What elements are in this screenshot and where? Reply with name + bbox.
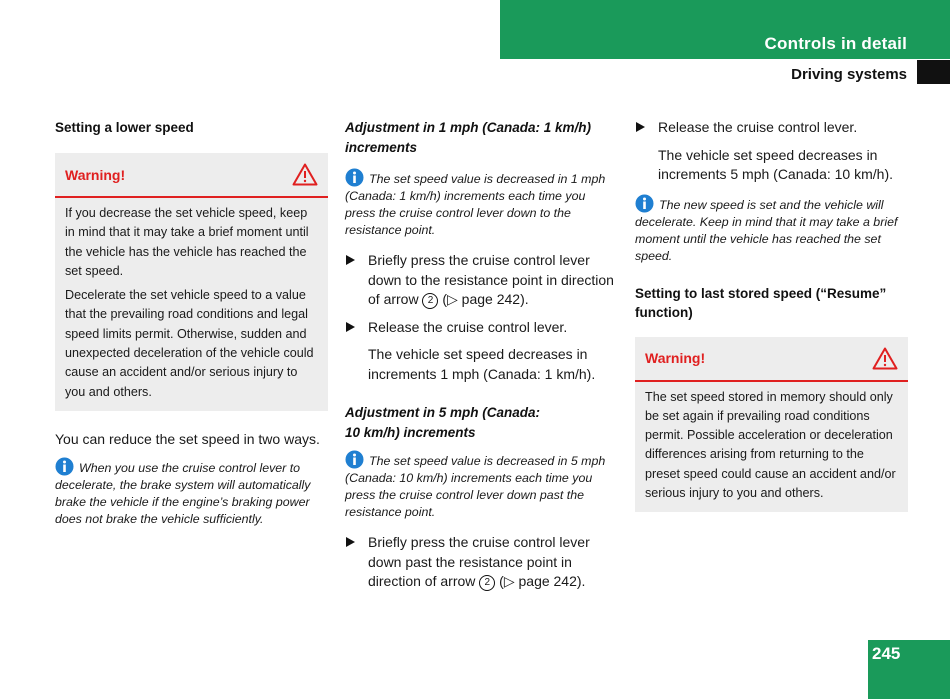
- page-subsection-title: Driving systems: [791, 66, 907, 83]
- step-text: Release the cruise control lever.: [658, 119, 858, 135]
- thumb-tab-marker: [917, 60, 950, 84]
- info-note: [345, 450, 617, 521]
- page-section-title: Controls in detail: [764, 34, 907, 53]
- page-reference: (▷ page 242).: [442, 291, 529, 307]
- step-result: The vehicle set speed decreases in increments 1 mph (Canada: 1 km/h).: [368, 346, 596, 382]
- info-text: The new speed is set and the vehicle will decelerate. Keep in mind that it may take a brief moment until the vehicle has reached the set speed.: [635, 197, 898, 263]
- warning-label: Warning!: [645, 350, 706, 366]
- step-result: The vehicle set speed decreases in increments 5 mph (Canada: 10 km/h).: [658, 146, 893, 182]
- warning-box: [55, 153, 328, 411]
- page-number: 245: [872, 644, 901, 663]
- warning-body: [55, 198, 328, 411]
- bullet-arrow-icon: [346, 537, 355, 547]
- info-icon: [635, 194, 654, 213]
- arrow-number-badge: 2: [422, 293, 438, 309]
- warning-paragraph: If you decrease the set vehicle speed, keep in mind that it may take a brief moment until the vehicle has the vehicle has reached the set speed.: [65, 206, 309, 278]
- page-reference: (▷ page 242).: [499, 573, 586, 589]
- info-text: When you use the cruise control lever to decelerate, the brake system will automatically brake the vehicle if the engine’s braking power does not brake the vehicle sufficiently.: [55, 461, 311, 527]
- warning-triangle-icon: [292, 163, 318, 186]
- warning-triangle-icon: [872, 347, 898, 370]
- bullet-arrow-icon: [346, 255, 355, 265]
- column-2: [345, 118, 617, 592]
- warning-header: [635, 337, 908, 382]
- info-text: The set speed value is decreased in 5 mph (Canada: 10 km/h) increments each time you press the cruise control lever down past the resistance point.: [345, 454, 606, 519]
- step-item: [635, 118, 908, 138]
- warning-box: [635, 337, 908, 513]
- bullet-arrow-icon: [636, 122, 645, 132]
- info-note: [55, 457, 328, 528]
- section-heading: Adjustment in 5 mph (Canada: 10 km/h) increments: [345, 405, 541, 440]
- step-item: [345, 251, 617, 310]
- warning-header: [55, 153, 328, 198]
- step-text: Release the cruise control lever.: [368, 318, 568, 335]
- warning-paragraph: The set speed stored in memory should only be set again if prevailing road conditions permit. Possible acceleration or deceleration differences arising from returning to the preset speed could cause an accident and/or serious injury to you and others.: [645, 389, 896, 500]
- warning-paragraph: Decelerate the set vehicle speed to a value that the prevailing road conditions and legal speed limits permit. Otherwise, sudden and unexpected deceleration of the vehicle could cause an accident and/or serious injury to you and others.: [65, 288, 314, 399]
- section-heading: Setting to last stored speed (“Resume” function): [635, 285, 887, 320]
- step-item: [345, 533, 617, 592]
- info-note: [635, 194, 908, 265]
- column-3: [635, 118, 908, 512]
- section-heading: Setting a lower speed: [55, 120, 194, 135]
- body-text: You can reduce the set speed in two ways.: [55, 430, 320, 447]
- section-heading: Adjustment in 1 mph (Canada: 1 km/h) increments: [345, 120, 592, 155]
- warning-body: [635, 382, 908, 513]
- warning-label: Warning!: [65, 166, 126, 183]
- bullet-arrow-icon: [346, 322, 355, 332]
- step-item: [345, 318, 617, 338]
- step-text: Briefly press the cruise control lever down past the resistance point in direction of arrow: [368, 534, 590, 589]
- step-text: Briefly press the cruise control lever down to the resistance point in direction of arrow: [368, 252, 614, 307]
- info-text: The set speed value is decreased in 1 mph (Canada: 1 km/h) increments each time you press the cruise control lever down to the resistance point.: [345, 172, 606, 237]
- info-icon: [55, 457, 74, 476]
- info-icon: [345, 168, 364, 187]
- info-icon: [345, 450, 364, 469]
- column-1: [55, 118, 328, 528]
- info-note: [345, 168, 617, 239]
- arrow-number-badge: 2: [479, 575, 495, 591]
